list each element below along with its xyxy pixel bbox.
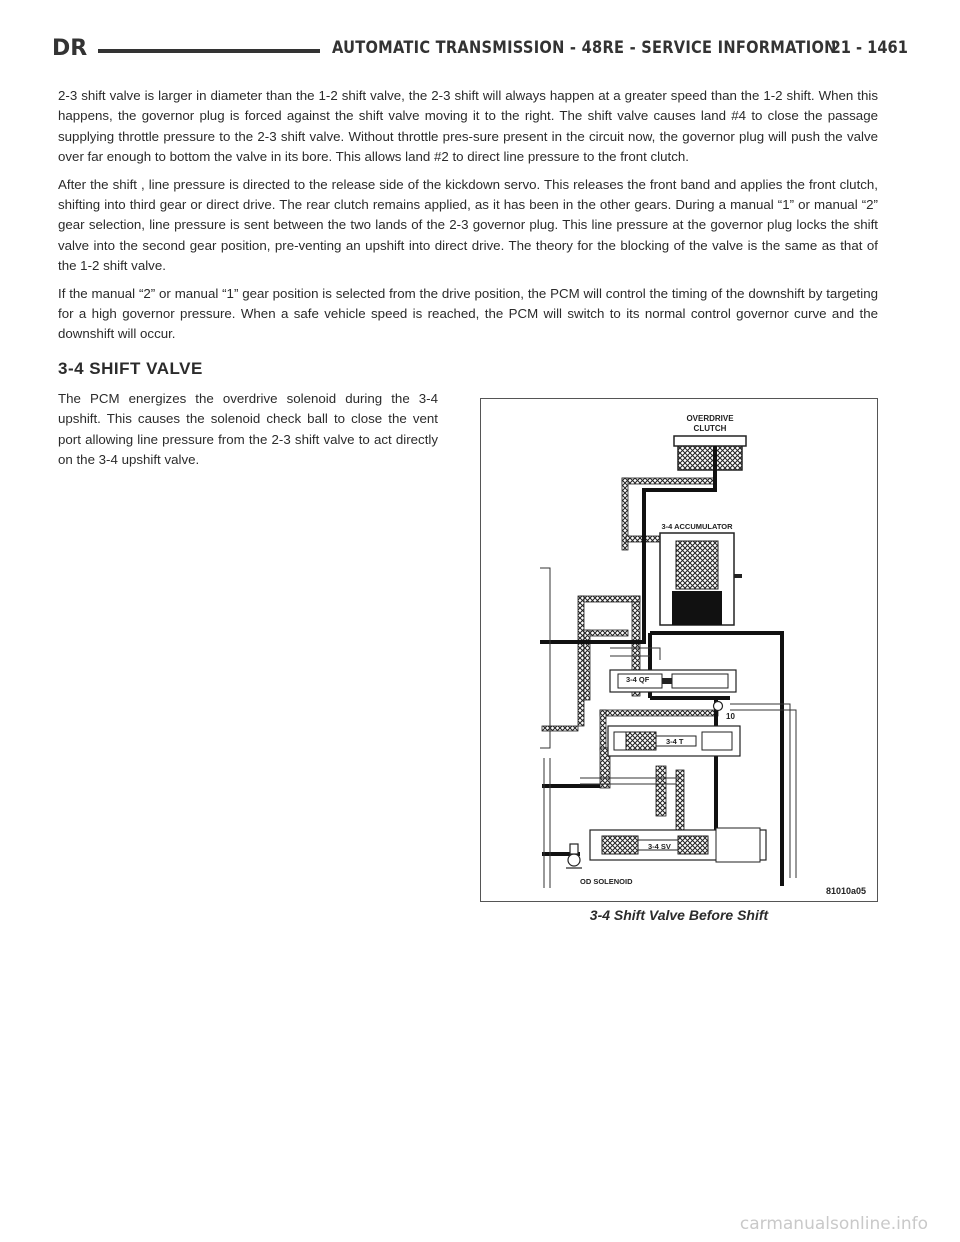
t-label: 3-4 T (666, 737, 684, 746)
page-number: 21 - 1461 (830, 38, 908, 58)
body-text (58, 86, 878, 352)
clutch-label: CLUTCH (693, 424, 727, 433)
sv-label: 3-4 SV (648, 842, 671, 851)
section-paragraph: The PCM energizes the overdrive solenoid during the 3-4 upshift. This causes the solenoid check ball to close the vent port allowing line pressure from the 2-3 shift valve to act directly on the 3-4 upshift valve. (58, 391, 438, 468)
hydraulic-diagram (480, 398, 878, 902)
sv-valve (590, 828, 766, 862)
qf-label: 3-4 QF (626, 675, 650, 684)
section-code: DR (52, 36, 88, 61)
accumulator-label: 3-4 ACCUMULATOR (661, 522, 733, 531)
check-ball-10 (714, 702, 723, 711)
page-title: AUTOMATIC TRANSMISSION - 48RE - SERVICE INFORMATION (332, 38, 837, 58)
check-ball-label: 10 (726, 712, 735, 721)
od-solenoid-label: OD SOLENOID (580, 877, 633, 886)
header-rule (98, 49, 320, 53)
figure-caption: 3-4 Shift Valve Before Shift (589, 907, 769, 923)
body-paragraph-1: 2-3 shift valve is larger in diameter than the 1-2 shift valve, the 2-3 shift will always happen at a greater speed than the 1-2 shift. When this happens, the governor plug is forced against the shift valve moving it to the right. The shift valve causes land #4 to close the passage supplying throttle pressure to the 2-3 shift valve. Without throttle pres-sure present in the circuit now, the governor plug will push the valve over far enough to bottom the valve in its bore. This allows land #2 to direct line pressure to the front clutch. (58, 88, 878, 165)
overdrive-clutch (674, 436, 746, 470)
section-heading: 3-4 SHIFT VALVE (58, 359, 203, 378)
overdrive-label: OVERDRIVE (686, 414, 734, 423)
page-header (52, 36, 908, 66)
accumulator (660, 533, 742, 625)
watermark: carmanualsonline.info (739, 1214, 928, 1234)
body-paragraph-3: If the manual “2” or manual “1” gear position is selected from the drive position, the PCM will control the timing of the downshift by targeting for a high governor pressure. When a safe vehicle speed is reached, the PCM will switch to its normal control governor curve and the downshift will occur. (58, 285, 878, 342)
body-paragraph-2: After the shift , line pressure is directed to the release side of the kickdown servo. This releases the front band and applies the front clutch, shifting into third gear or direct drive. The rear clutch remains applied, as it has been in the other gears. During a manual “1” or manual “2” gear selection, line pressure is sent between the two lands of the 2-3 governor plug. This line pressure at the governor plug locks the shift valve into the second gear position, pre-venting an upshift into direct drive. The theory for the blocking of the valve is the same as that of the 1-2 shift valve. (58, 176, 878, 274)
figure-id: 81010a05 (826, 886, 867, 896)
